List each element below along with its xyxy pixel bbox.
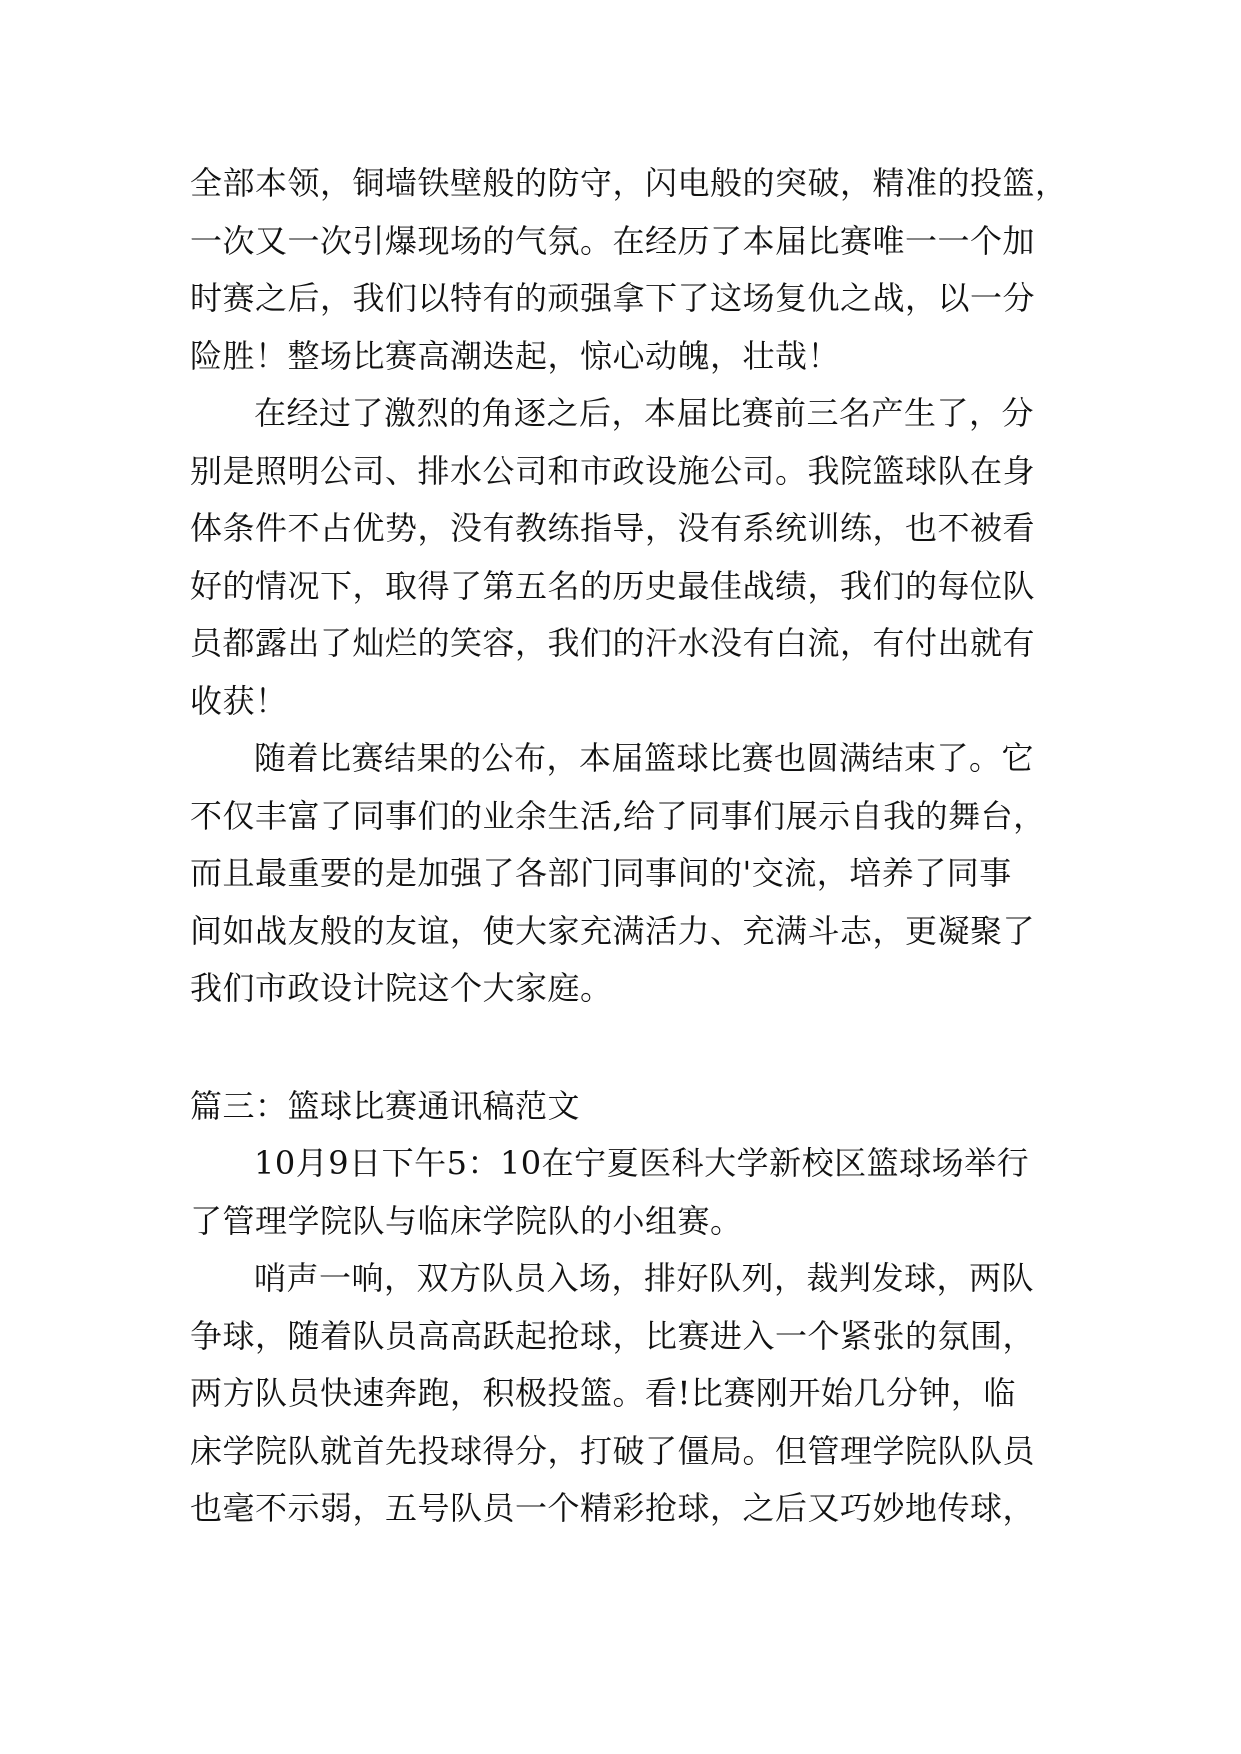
- document-body: [190, 155, 1070, 1538]
- paragraph-3: [190, 730, 1070, 1018]
- section-gap: [190, 1018, 1070, 1078]
- text-line: 时赛之后，我们以特有的顽强拿下了这场复仇之战，以一分: [190, 279, 1036, 317]
- text-line: 员都露出了灿烂的笑容，我们的汗水没有白流，有付出就有: [190, 624, 1036, 662]
- section-heading: 篇三：篮球比赛通讯稿范文: [190, 1086, 581, 1125]
- text-line: 间如战友般的友谊，使大家充满活力、充满斗志，更凝聚了: [190, 911, 1036, 950]
- paragraph-2: [190, 385, 1070, 730]
- text-line: 体条件不占优势，没有教练指导，没有系统训练，也不被看: [190, 509, 1036, 547]
- text-line: 不仅丰富了同事们的业余生活,给了同事们展示自我的舞台，: [190, 796, 1046, 835]
- text-line: 我们市政设计院这个大家庭。: [190, 969, 613, 1007]
- text-line: 在经过了激烈的角逐之后，本届比赛前三名产生了，分: [254, 394, 1035, 432]
- text-line: 好的情况下，取得了第五名的历史最佳战绩，我们的每位队: [190, 566, 1036, 605]
- text-line: 了管理学院队与临床学院队的小组赛。: [190, 1201, 743, 1240]
- text-line: 两方队员快速奔跑，积极投篮。看!比赛刚开始几分钟，临: [190, 1374, 1016, 1412]
- text-line: 争球，随着队员高高跃起抢球，比赛进入一个紧张的氛围，: [190, 1316, 1036, 1355]
- paragraph-4: [190, 1135, 1070, 1250]
- text-line: 一次又一次引爆现场的气氛。在经历了本届比赛唯一一个加: [190, 221, 1036, 260]
- paragraph-1: [190, 155, 1070, 385]
- text-line: 别是照明公司、排水公司和市政设施公司。我院篮球队在身: [190, 451, 1036, 490]
- text-line: 哨声一响，双方队员入场，排好队列，裁判发球，两队: [254, 1259, 1035, 1297]
- text-line: 全部本领，铜墙铁壁般的防守，闪电般的突破，精准的投篮，: [190, 164, 1068, 202]
- text-line: 而且最重要的是加强了各部门同事间的'交流，培养了同事: [190, 854, 1012, 892]
- text-line: 险胜！整场比赛高潮迭起，惊心动魄，壮哉！: [190, 336, 841, 375]
- text-line: 床学院队就首先投球得分，打破了僵局。但管理学院队队员: [190, 1431, 1036, 1470]
- text-line: 收获！: [190, 681, 288, 720]
- text-line: 也毫不示弱，五号队员一个精彩抢球，之后又巧妙地传球，: [190, 1489, 1036, 1527]
- text-line: 随着比赛结果的公布，本届篮球比赛也圆满结束了。它: [254, 739, 1035, 777]
- text-line: 10月9日下午5：10在宁夏医科大学新校区篮球场举行: [254, 1144, 1030, 1182]
- paragraph-5: [190, 1250, 1070, 1538]
